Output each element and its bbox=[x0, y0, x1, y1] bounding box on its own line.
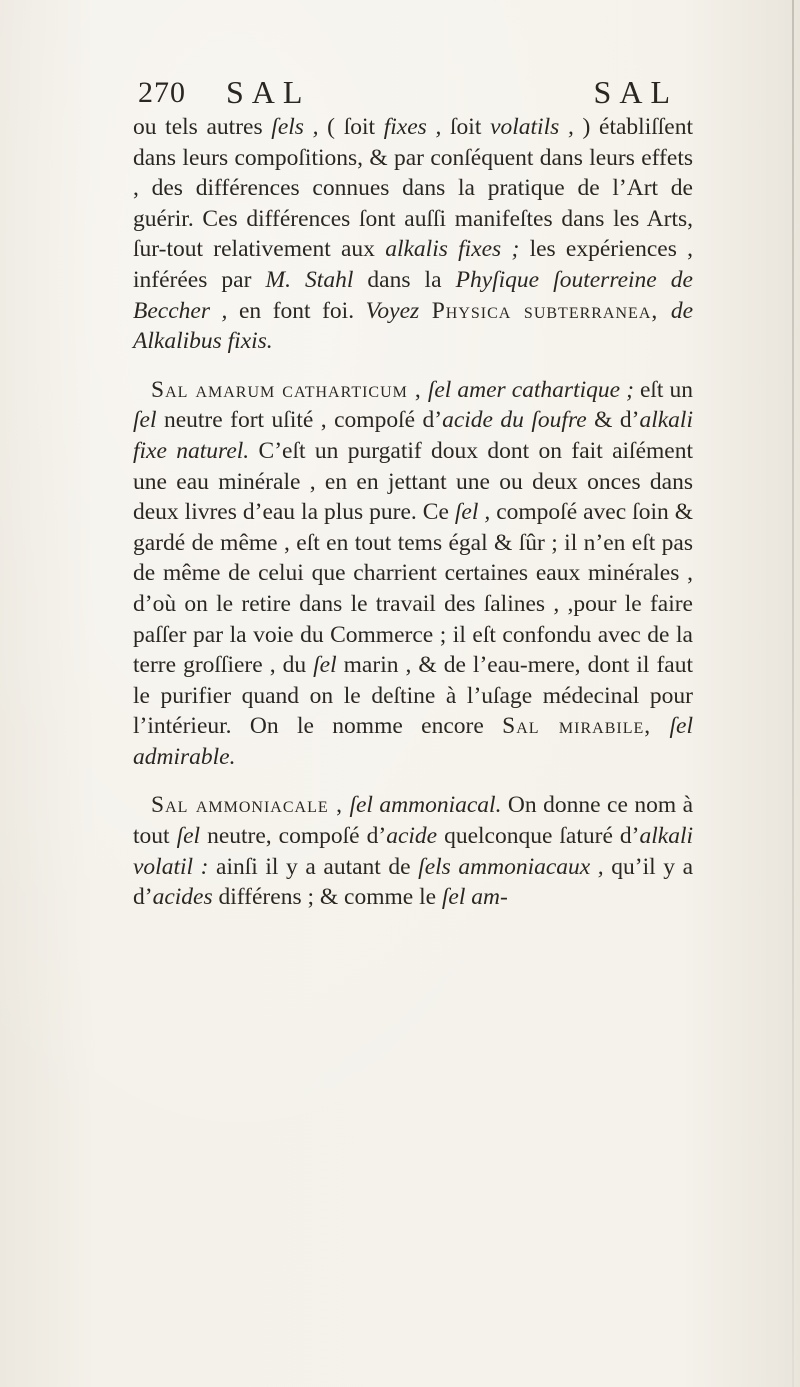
running-head-left: SAL bbox=[226, 74, 311, 110]
italic-run: ſel am- bbox=[441, 884, 508, 911]
paragraph-continuation bbox=[133, 112, 693, 357]
italic-run: acides bbox=[152, 884, 213, 911]
text-run: dans la bbox=[353, 266, 456, 293]
text-run: ou tels autres bbox=[133, 114, 272, 140]
text-run: quelconque ſaturé d’ bbox=[437, 823, 640, 850]
italic-run: ſel admirable. bbox=[133, 713, 693, 770]
text-run: différens ; & comme le bbox=[212, 884, 442, 911]
text-run: C’eſt un purgatif doux dont on fait aiſément une eau minérale , en en jettant une ou deux onces dans deux livres d’eau la plus pure. Ce bbox=[133, 437, 693, 526]
italic-run: ſel ammoniacal. bbox=[349, 792, 502, 819]
running-head-right: SAL bbox=[593, 74, 678, 110]
small-caps-run: Physica subterranea, bbox=[419, 297, 671, 324]
body-text bbox=[133, 112, 693, 913]
text-run: ( ſoit bbox=[318, 114, 384, 140]
italic-run: ſel amer cathartique ; bbox=[427, 376, 634, 403]
small-caps-run: Sal mirabile, bbox=[502, 713, 652, 740]
text-run: ) établiſſent dans leurs compoſitions, & par conſéquent dans leurs effets , des différences connues dans la pratique de l’Art de guérir. Ces différences ſont auſſi manifeſtes dans les Arts, ſur-tout relativement aux bbox=[133, 114, 693, 263]
text-run: ſoit bbox=[441, 114, 491, 140]
page-header bbox=[138, 74, 678, 114]
italic-run: ſel bbox=[133, 407, 157, 434]
italic-run: ſel bbox=[176, 823, 201, 850]
entry-headword: Sal ammoniacale , bbox=[151, 792, 343, 819]
italic-run: de Alkalibus fixis. bbox=[133, 297, 693, 355]
text-run: On donne ce nom à tout bbox=[133, 792, 694, 850]
text-run: & d’ bbox=[586, 407, 640, 434]
paragraph-gap bbox=[133, 357, 693, 375]
italic-run: Phyſique ſouterreine de Beccher , bbox=[133, 266, 693, 324]
text-run bbox=[651, 713, 669, 739]
page-number: 270 bbox=[138, 76, 186, 109]
text-run: compoſé avec ſoin & gardé de même , eſt en tout tems égal & ſûr ; il n’en eſt pas de même de celui que charrient certaines eaux minérales , d’où on le retire dans le travail des ſalines , ,pour le faire paſſer par la voie du Commerce ; il eſt confondu avec de la terre groſſiere , du bbox=[133, 499, 693, 679]
italic-run: ſel , bbox=[454, 499, 491, 526]
italic-run: volatils , bbox=[490, 114, 574, 140]
text-run: eſt un bbox=[633, 376, 693, 403]
italic-run: M. Stahl bbox=[265, 266, 354, 293]
italic-run: Voyez bbox=[365, 297, 420, 324]
entry-sal-ammoniacale bbox=[133, 790, 693, 912]
text-run: neutre fort uſité , compoſé d’ bbox=[156, 407, 443, 434]
entry-sal-amarum-catharticum bbox=[133, 375, 693, 773]
text-run: neutre, compoſé d’ bbox=[200, 823, 387, 850]
italic-run: ſels , bbox=[271, 114, 319, 140]
italic-run: alkali volatil : bbox=[133, 823, 694, 880]
entry-headword: Sal amarum catharticum , bbox=[151, 376, 422, 403]
italic-run: acide bbox=[386, 823, 438, 850]
paragraph-gap bbox=[133, 772, 693, 790]
text-run: qu’il y a d’ bbox=[133, 853, 694, 911]
italic-run: alkali fixe naturel. bbox=[133, 407, 693, 464]
italic-run: ſels ammoniacaux , bbox=[418, 853, 604, 880]
text-run: ainſi il y a autant de bbox=[208, 853, 419, 880]
italic-run: fixes , bbox=[383, 114, 442, 140]
text-run: marin , & de l’eau-mere, dont il faut le purifier quand on le deſtine à l’uſage médecinal pour l’intérieur. On le nomme encore bbox=[133, 652, 693, 740]
italic-run: acide du ſoufre bbox=[442, 407, 587, 434]
italic-run: ſel bbox=[313, 652, 337, 679]
page-edge-shadow bbox=[792, 0, 794, 1387]
text-run: en font foi. bbox=[227, 297, 366, 324]
italic-run: alkalis fixes ; bbox=[385, 236, 520, 263]
text-run: les expériences , inférées par bbox=[133, 236, 693, 293]
